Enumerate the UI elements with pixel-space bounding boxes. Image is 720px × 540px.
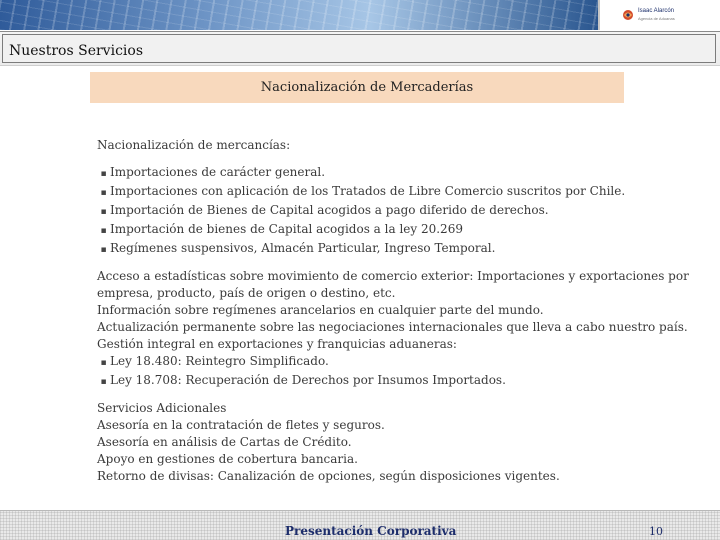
- page-number: 10: [649, 525, 663, 538]
- additional-services-title: Servicios Adicionales: [97, 401, 227, 415]
- section-title: Nacionalización de Mercaderías: [260, 80, 474, 95]
- bullet-icon: ▪: [100, 358, 107, 368]
- list-item: [97, 372, 697, 391]
- additional-service-line: Asesoría en análisis de Cartas de Crédito.: [97, 435, 352, 449]
- company-logo: [622, 6, 702, 24]
- list-item-text: Regímenes suspensivos, Almacén Particular, Ingreso Temporal.: [110, 241, 496, 255]
- list-item-text: Importación de Bienes de Capital acogidos a pago diferido de derechos.: [110, 203, 549, 217]
- title-bar: [0, 31, 720, 66]
- services-paragraph: Acceso a estadísticas sobre movimiento de comercio exterior: Importaciones y exportaciones por empresa, producto, país de origen o destino, etc.: [97, 269, 689, 300]
- list-item-text: Importaciones de carácter general.: [110, 165, 326, 179]
- logo-area: [598, 0, 720, 30]
- additional-service-line: Retorno de divisas: Canalización de opciones, según disposiciones vigentes.: [97, 469, 560, 483]
- list-item: [97, 164, 697, 183]
- slide-content: [97, 137, 697, 485]
- services-paragraph: Información sobre regímenes arancelarios en cualquier parte del mundo.: [97, 303, 544, 317]
- bullet-icon: ▪: [100, 226, 107, 236]
- bullet-icon: ▪: [100, 207, 107, 217]
- bullet-icon: ▪: [100, 169, 107, 179]
- header-banner: [0, 0, 720, 30]
- import-list: [97, 164, 697, 259]
- list-item: [97, 240, 697, 259]
- logo-mark-icon: [622, 9, 634, 21]
- bullet-icon: ▪: [100, 188, 107, 198]
- list-item: [97, 183, 697, 202]
- intro-text: Nacionalización de mercancías:: [97, 138, 291, 152]
- list-item-text: Ley 18.708: Recuperación de Derechos por Insumos Importados.: [110, 373, 506, 387]
- title-bar-frame: [2, 34, 716, 63]
- list-item: [97, 353, 697, 372]
- bullet-icon: ▪: [100, 245, 107, 255]
- bullet-icon: ▪: [100, 377, 107, 387]
- list-item-text: Ley 18.480: Reintegro Simplificado.: [110, 354, 329, 368]
- law-list: [97, 353, 697, 391]
- section-header-band: [90, 72, 624, 103]
- services-paragraph: Actualización permanente sobre las negociaciones internacionales que lleva a cabo nuestro país.: [97, 320, 688, 334]
- logo-text: [638, 8, 675, 22]
- list-item: [97, 221, 697, 240]
- services-paragraph: Gestión integral en exportaciones y franquicias aduaneras:: [97, 337, 457, 351]
- additional-service-line: Apoyo en gestiones de cobertura bancaria.: [97, 452, 358, 466]
- footer-bar: [0, 510, 720, 540]
- banner-image: [0, 0, 598, 30]
- list-item: [97, 202, 697, 221]
- list-item-text: Importaciones con aplicación de los Tratados de Libre Comercio suscritos por Chile.: [110, 184, 626, 198]
- page-title: Nuestros Servicios: [9, 43, 144, 59]
- list-item-text: Importación de bienes de Capital acogidos a la ley 20.269: [110, 222, 463, 236]
- logo-name: Isaac Alarcón: [638, 8, 675, 14]
- footer-label: Presentación Corporativa: [285, 524, 457, 538]
- additional-service-line: Asesoría en la contratación de fletes y seguros.: [97, 418, 385, 432]
- logo-subtitle: Agencia de Aduanas: [638, 16, 675, 21]
